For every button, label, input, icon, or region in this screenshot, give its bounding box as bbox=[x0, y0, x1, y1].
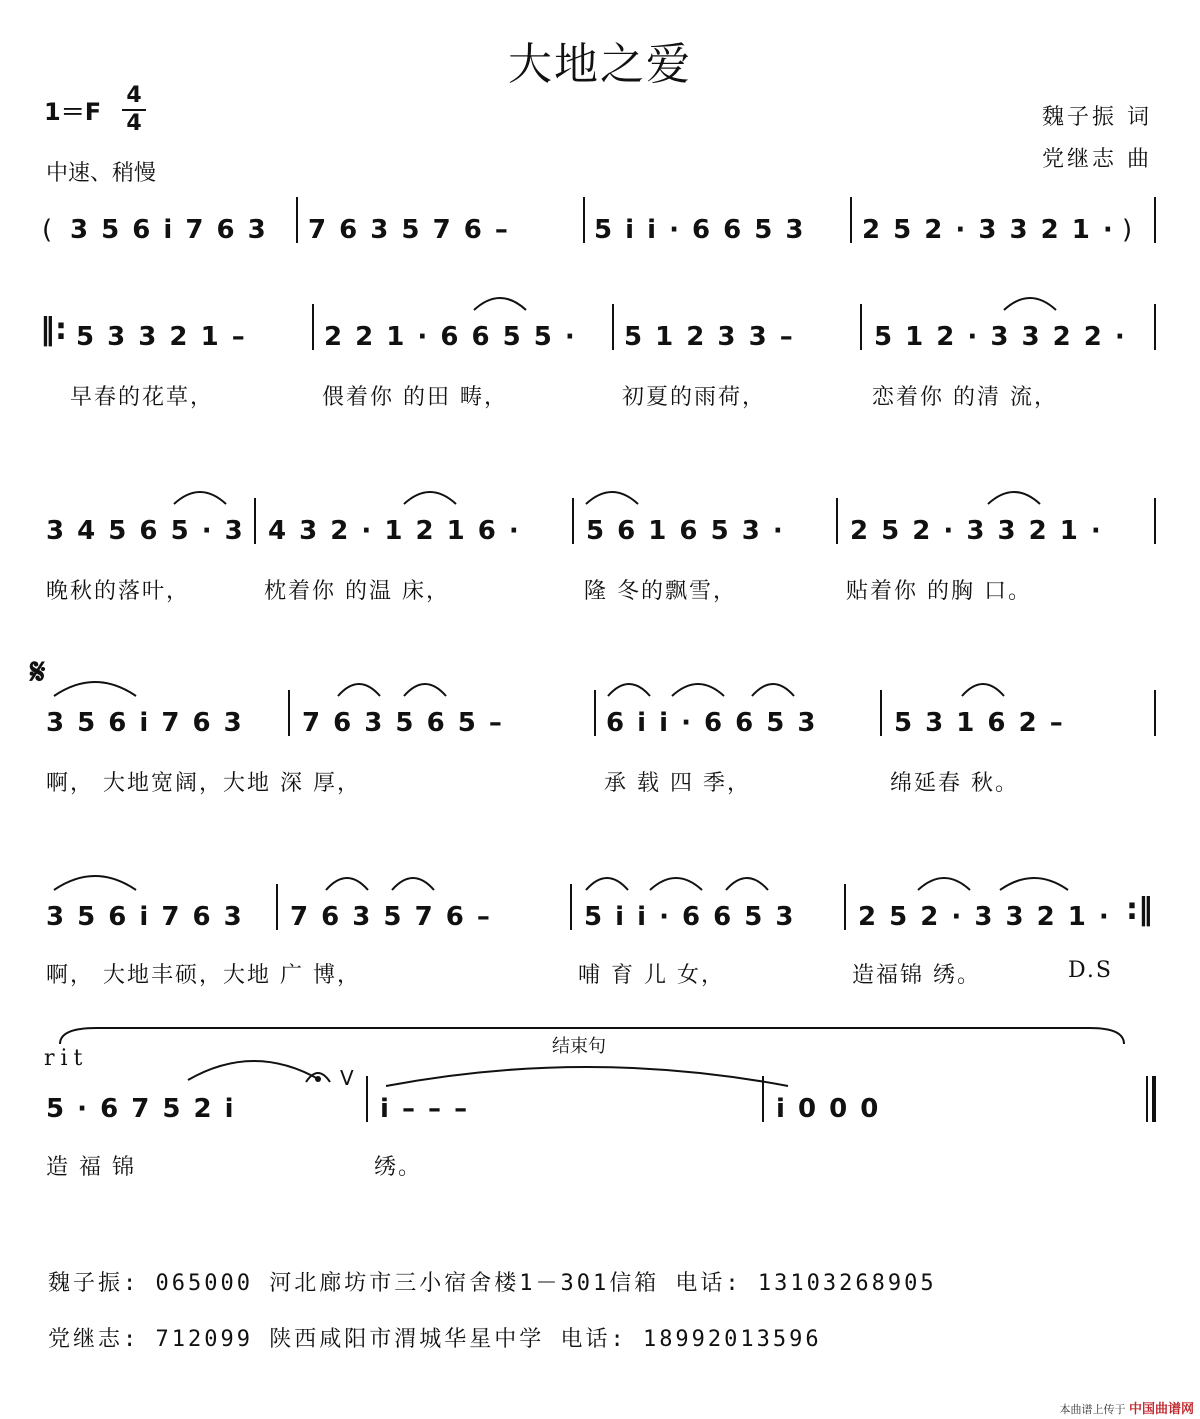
slur-mark bbox=[748, 678, 798, 698]
intro-close-paren: ) bbox=[1122, 215, 1135, 245]
slur-mark bbox=[914, 872, 974, 892]
lyric-phrase: 隆 冬的飘雪， bbox=[584, 579, 737, 604]
score-line-2 bbox=[0, 516, 1200, 556]
slur-mark bbox=[1000, 292, 1060, 312]
lyric-phrase: 啊， 大地宽阔，大地 深 厚， bbox=[46, 771, 361, 796]
site-watermark bbox=[1059, 1398, 1194, 1417]
slur-mark bbox=[646, 872, 706, 892]
score-line-4 bbox=[0, 892, 1200, 942]
ending-measure-2: i – – – bbox=[380, 1094, 470, 1124]
slur-mark bbox=[722, 872, 772, 892]
time-signature-top: 4 bbox=[126, 83, 142, 108]
line4-measure-4: 2 5 2 · 3 3 2 1 · bbox=[858, 902, 1111, 932]
ending-label: 结束句 bbox=[552, 1036, 606, 1057]
lyric-phrase: 初夏的雨荷， bbox=[622, 385, 767, 410]
lyric-phrase: 早春的花草， bbox=[70, 385, 215, 410]
repeat-start-sign: ‖: bbox=[40, 312, 67, 347]
watermark-brand: 中国曲谱网 bbox=[1128, 1402, 1194, 1417]
slur-mark bbox=[400, 678, 450, 698]
slur-mark bbox=[984, 486, 1044, 506]
slur-mark bbox=[996, 872, 1072, 892]
intro-measure-2: 7 6 3 5 7 6 – bbox=[308, 215, 510, 245]
contact-lyricist: 魏子振: 065000 河北廊坊市三小宿舍楼1－301信箱 电话: 13103268905 bbox=[48, 1271, 937, 1296]
line3-measure-1: 3 5 6 i 7 6 3 bbox=[46, 708, 244, 738]
intro-open-paren: ( bbox=[42, 215, 55, 245]
score-line-3 bbox=[0, 708, 1200, 748]
slur-mark bbox=[668, 678, 728, 698]
ending-measure-1: 5 · 6 7 5 2 i bbox=[46, 1094, 236, 1124]
slur-mark bbox=[334, 678, 384, 698]
slur-mark bbox=[400, 486, 460, 506]
lyric-phrase: 造 福 锦 bbox=[46, 1155, 136, 1180]
ending-lyrics bbox=[0, 1150, 1200, 1180]
lyricist-credit: 魏子振 词 bbox=[1042, 105, 1152, 130]
lyric-phrase: 偎着你 的田 畴， bbox=[322, 385, 508, 410]
fermata-mark bbox=[304, 1064, 332, 1084]
lyric-phrase: 哺 育 儿 女， bbox=[578, 963, 725, 988]
intro-line bbox=[0, 215, 1200, 255]
line1-measure-4: 5 1 2 · 3 3 2 2 · bbox=[874, 322, 1127, 352]
slur-mark bbox=[170, 486, 230, 506]
line1-measure-2: 2 2 1 · 6 6 5 5 · bbox=[324, 322, 577, 352]
line3-measure-2: 7 6 3 5 6 5 – bbox=[302, 708, 504, 738]
slur-mark bbox=[582, 486, 642, 506]
tempo-marking: 中速、稍慢 bbox=[46, 161, 157, 186]
contact-composer: 党继志: 712099 陕西咸阳市渭城华星中学 电话: 18992013596 bbox=[48, 1327, 822, 1352]
intro-measure-3: 5 i i · 6 6 5 3 bbox=[594, 215, 806, 245]
tie-mark bbox=[382, 1060, 792, 1090]
page-title: 大地之爱 bbox=[508, 39, 692, 90]
lyric-phrase: 晚秋的落叶， bbox=[46, 579, 191, 604]
watermark-prefix: 本曲谱上传于 bbox=[1059, 1403, 1126, 1416]
slur-mark bbox=[958, 678, 1008, 698]
time-signature bbox=[122, 84, 146, 136]
lyrics-line-2 bbox=[0, 574, 1200, 604]
slur-mark bbox=[582, 872, 632, 892]
intro-measure-1: 3 5 6 i 7 6 3 bbox=[70, 215, 268, 245]
score-line-1 bbox=[0, 312, 1200, 362]
dal-segno-mark: D.S bbox=[1068, 958, 1113, 983]
slur-mark bbox=[184, 1054, 324, 1084]
key-signature: 1＝F bbox=[44, 98, 102, 126]
line1-measure-1: 5 3 3 2 1 – bbox=[76, 322, 247, 352]
slur-mark bbox=[470, 292, 530, 312]
lyric-phrase: 绵延春 秋。 bbox=[890, 771, 1019, 796]
line2-measure-3: 5 6 1 6 5 3 · bbox=[586, 516, 785, 546]
ending-line bbox=[0, 1066, 1200, 1134]
line2-measure-2: 4 3 2 · 1 2 1 6 · bbox=[268, 516, 521, 546]
lyric-phrase: 绣。 bbox=[374, 1155, 423, 1180]
intro-measure-4: 2 5 2 · 3 3 2 1 · bbox=[862, 215, 1115, 245]
lyric-phrase: 造福锦 绣。 bbox=[852, 963, 981, 988]
lyric-phrase: 恋着你 的清 流， bbox=[872, 385, 1058, 410]
slur-mark bbox=[322, 872, 372, 892]
segno-sign: 𝄋 bbox=[30, 652, 46, 693]
repeat-end-sign: :‖ bbox=[1126, 892, 1153, 927]
composer-credit: 党继志 曲 bbox=[1042, 147, 1152, 172]
line2-measure-4: 2 5 2 · 3 3 2 1 · bbox=[850, 516, 1103, 546]
line4-measure-1: 3 5 6 i 7 6 3 bbox=[46, 902, 244, 932]
lyric-phrase: 贴着你 的胸 口。 bbox=[846, 579, 1032, 604]
line3-measure-4: 5 3 1 6 2 – bbox=[894, 708, 1065, 738]
breath-mark: V bbox=[340, 1066, 356, 1090]
ending-measure-3: i 0 0 0 bbox=[776, 1094, 881, 1124]
line4-measure-3: 5 i i · 6 6 5 3 bbox=[584, 902, 796, 932]
slur-mark bbox=[50, 676, 140, 698]
lyric-phrase: 承 载 四 季， bbox=[604, 771, 751, 796]
line2-measure-1: 3 4 5 6 5 · 3 bbox=[46, 516, 245, 546]
ritardando-mark: rit bbox=[44, 1046, 89, 1071]
lyrics-line-1 bbox=[0, 380, 1200, 410]
slur-mark bbox=[50, 870, 140, 892]
slur-mark bbox=[604, 678, 654, 698]
line3-measure-3: 6 i i · 6 6 5 3 bbox=[606, 708, 818, 738]
lyric-phrase: 枕着你 的温 床， bbox=[264, 579, 450, 604]
lyrics-line-3 bbox=[0, 766, 1200, 796]
time-signature-bottom: 4 bbox=[126, 111, 142, 136]
line4-measure-2: 7 6 3 5 7 6 – bbox=[290, 902, 492, 932]
lyrics-line-4 bbox=[0, 958, 1200, 988]
slur-mark bbox=[388, 872, 438, 892]
line1-measure-3: 5 1 2 3 3 – bbox=[624, 322, 795, 352]
lyric-phrase: 啊， 大地丰硕，大地 广 博， bbox=[46, 963, 361, 988]
